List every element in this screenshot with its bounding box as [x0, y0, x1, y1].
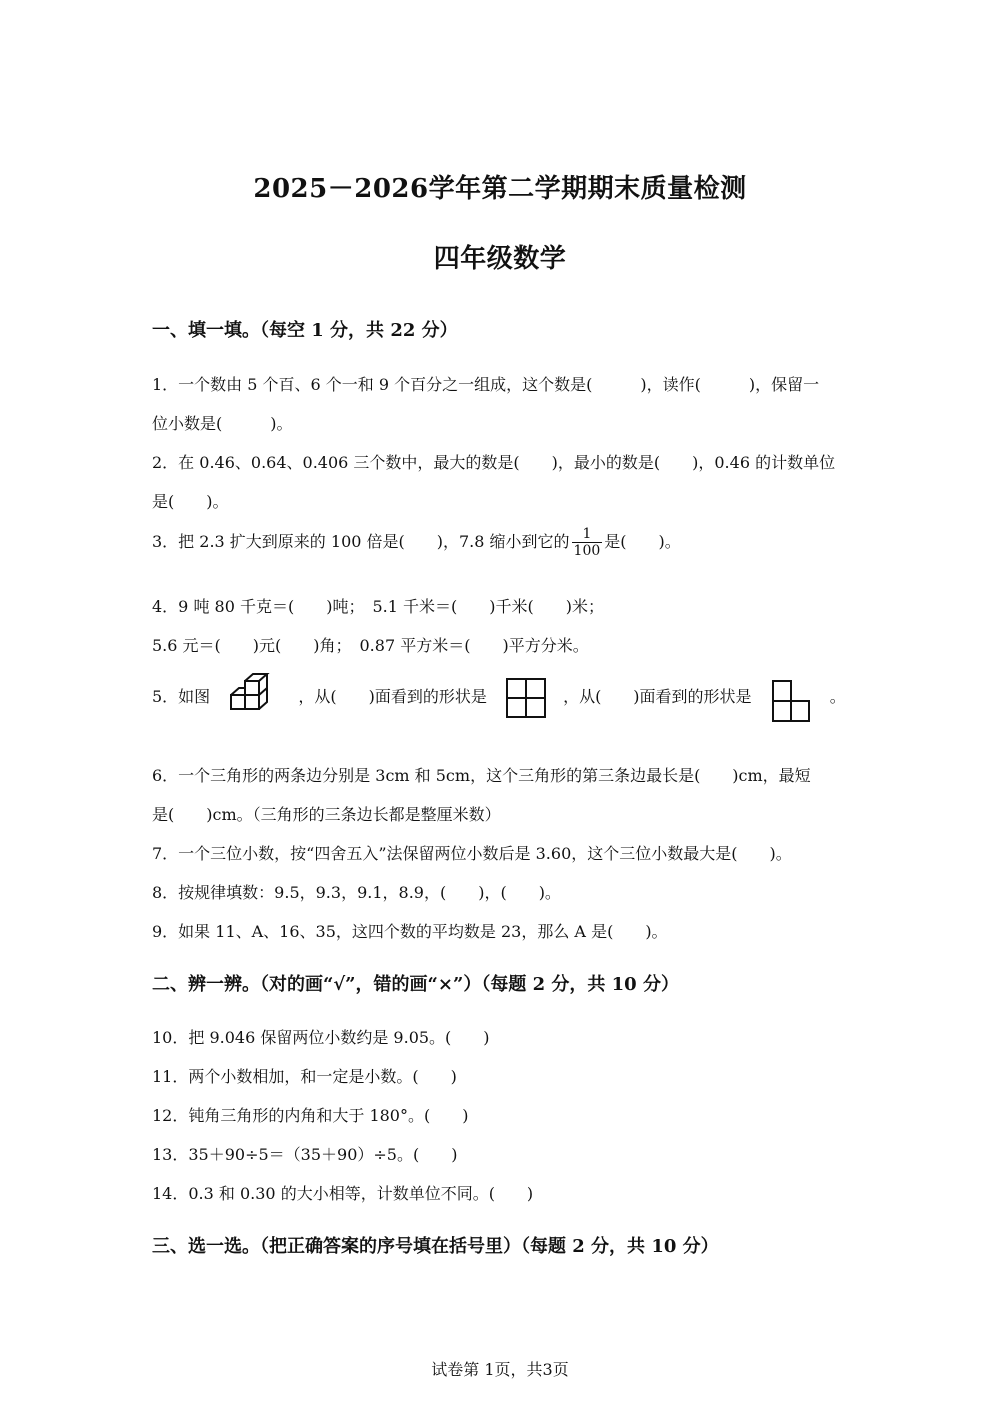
- question-7: 7．一个三位小数，按“四舍五入”法保留两位小数后是 3.60，这个三位小数最大是( )。: [152, 844, 792, 863]
- l-shape-view-icon: [769, 671, 815, 725]
- cube-stack-figure: [227, 671, 283, 725]
- question-5-text-d: 。: [829, 687, 846, 706]
- section1-heading: 一、填一填。（每空 1 分，共 22 分）: [152, 320, 458, 341]
- question-4-line1: 4．9 吨 80 千克＝( )吨； 5.1 千米＝( )千米( )米；: [152, 597, 604, 616]
- question-12: 12．钝角三角形的内角和大于 180°。( ): [152, 1106, 469, 1125]
- question-5: [152, 670, 846, 724]
- question-2-line2: 是( )。: [152, 492, 229, 511]
- fraction-numerator: 1: [572, 526, 603, 543]
- square-grid-view-icon: [504, 676, 548, 720]
- question-10: 10．把 9.046 保留两位小数约是 9.05。( ): [152, 1028, 490, 1047]
- page-footer: 试卷第 1页，共3页: [431, 1360, 569, 1379]
- section3-heading: 三、选一选。（把正确答案的序号填在括号里）（每题 2 分，共 10 分）: [152, 1236, 719, 1257]
- page-subtitle: 四年级数学: [433, 244, 567, 274]
- question-5-text-b: ，从( )面看到的形状是: [298, 687, 487, 706]
- question-2-line1: 2．在 0.46、0.64、0.406 三个数中，最大的数是( )，最小的数是( )，0.46 的计数单位: [152, 453, 836, 472]
- question-3-text-after: 是( )。: [604, 532, 681, 551]
- question-1-line2: 位小数是( )。: [152, 414, 293, 433]
- question-1-line1: 1．一个数由 5 个百、6 个一和 9 个百分之一组成，这个数是( )，读作( )，保留一: [152, 375, 820, 394]
- question-8: 8．按规律填数：9.5，9.3，9.1，8.9，( )，( )。: [152, 883, 561, 902]
- section2-heading: 二、辨一辨。（对的画“√”，错的画“×”）（每题 2 分，共 10 分）: [152, 974, 679, 995]
- question-3-text-before: 3．把 2.3 扩大到原来的 100 倍是( )，7.8 缩小到它的: [152, 532, 570, 551]
- question-3: [152, 526, 681, 559]
- fraction-denominator: 100: [573, 543, 601, 559]
- question-6-line2: 是( )cm。（三角形的三条边长都是整厘米数）: [152, 805, 501, 824]
- question-5-text-c: ，从( )面看到的形状是: [563, 687, 752, 706]
- question-14: 14．0.3 和 0.30 的大小相等，计数单位不同。( ): [152, 1184, 534, 1203]
- question-13: 13．35＋90÷5＝（35＋90）÷5。( ): [152, 1145, 458, 1164]
- question-11: 11．两个小数相加，和一定是小数。( ): [152, 1067, 457, 1086]
- question-4-line2: 5.6 元＝( )元( )角； 0.87 平方米＝( )平方分米。: [152, 636, 589, 655]
- question-9: 9．如果 11、A、16、35，这四个数的平均数是 23，那么 A 是( )。: [152, 922, 668, 941]
- page-title: 2025－2026学年第二学期期末质量检测: [253, 174, 747, 204]
- question-5-text-a: 5．如图: [152, 687, 211, 706]
- question-6-line1: 6．一个三角形的两条边分别是 3cm 和 5cm，这个三角形的第三条边最长是( )cm，最短: [152, 766, 811, 785]
- fraction-one-hundredth: [572, 526, 603, 559]
